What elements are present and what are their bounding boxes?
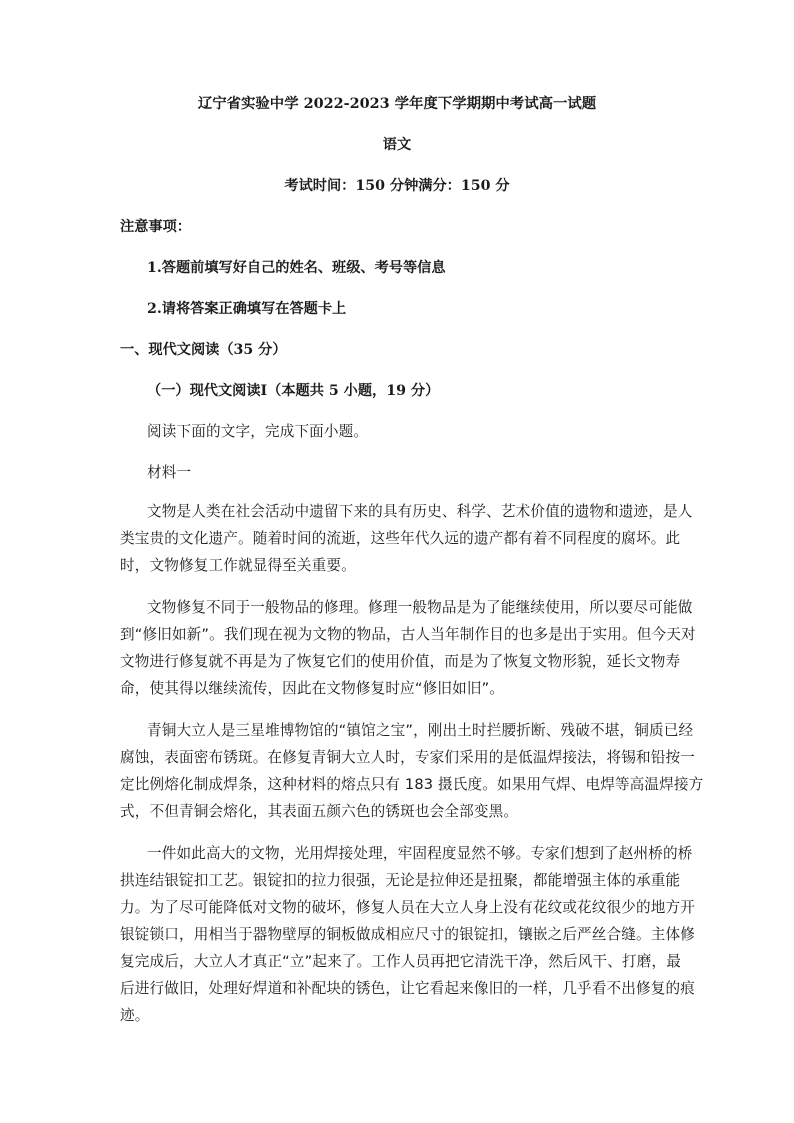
paragraph-1-line-3: 时，文物修复工作就显得至关重要。 xyxy=(120,557,356,574)
paragraph-2-line-2: 到“修旧如新”。我们现在视为文物的物品，古人当年制作目的也多是出于实用。但今天对 xyxy=(120,626,696,643)
paragraph-2-line-1: 文物修复不同于一般物品的修理。修理一般物品是为了能继续使用，所以要尽可能做 xyxy=(147,599,693,616)
paragraph-3-line-1: 青铜大立人是三星堆博物馆的“镇馆之宝”，刚出土时拦腰折断、残破不堪，铜质已经 xyxy=(147,722,694,739)
paragraph-2-line-4: 命，使其得以继续流传，因此在文物修复时应“修旧如旧”。 xyxy=(120,680,505,697)
paragraph-1-line-2: 类宝贵的文化遗产。随着时间的流逝，这些年代久远的遗产都有着不同程度的腐坏。此 xyxy=(120,530,681,547)
paragraph-4-line-3: 力。为了尽可能降低对文物的破坏，修复人员在大立人身上没有花纹或花纹很少的地方开 xyxy=(120,899,696,916)
notice-item-2: 2.请将答案正确填写在答题卡上 xyxy=(147,301,347,317)
paragraph-3-line-4: 式，不但青铜会熔化，其表面五颜六色的锈斑也会全部变黑。 xyxy=(120,803,519,820)
exam-title: 辽宁省实验中学 2022-2023 学年度下学期期中考试高一试题 xyxy=(197,95,597,112)
notice-item-1: 1.答题前填写好自己的姓名、班级、考号等信息 xyxy=(147,260,446,276)
paragraph-2-line-3: 文物进行修复就不再是为了恢复它们的使用价值，而是为了恢复文物形貌，延长文物寿 xyxy=(120,653,681,670)
section-subheading: （一）现代文阅读Ⅰ（本题共 5 小题，19 分） xyxy=(147,383,440,399)
exam-info: 考试时间：150 分钟满分：150 分 xyxy=(284,178,510,194)
paragraph-4-line-2: 拱连结银锭扣工艺。银锭扣的拉力很强，无论是拉伸还是扭聚，都能增强主体的承重能 xyxy=(120,872,681,889)
paragraph-4-line-6: 后进行做旧，处理好焊道和补配块的锈色，让它看起来像旧的一样，几乎看不出修复的痕 xyxy=(120,980,696,997)
paragraph-3-line-3: 定比例熔化制成焊条，这种材料的熔点只有 183 摄氏度。如果用气焊、电焊等高温焊接方 xyxy=(120,776,704,793)
subject-title: 语文 xyxy=(382,137,412,153)
paragraph-4-line-7: 迹。 xyxy=(120,1007,150,1024)
paragraph-4-line-5: 复完成后，大立人才真正“立”起来了。工作人员再把它清洗干净，然后风干、打磨，最 xyxy=(120,953,681,970)
paragraph-1-line-1: 文物是人类在社会活动中遗留下来的具有历史、科学、艺术价值的遗物和遗迹，是人 xyxy=(147,503,693,520)
paragraph-4-line-1: 一件如此高大的文物，光用焊接处理，牢固程度显然不够。专家们想到了赵州桥的桥 xyxy=(147,845,693,862)
notice-heading: 注意事项： xyxy=(120,219,191,235)
section-heading: 一、现代文阅读（35 分） xyxy=(120,342,287,358)
paragraph-3-line-2: 腐蚀，表面密布锈斑。在修复青铜大立人时，专家们采用的是低温焊接法，将锡和铅按一 xyxy=(120,749,696,766)
reading-instruction: 阅读下面的文字，完成下面小题。 xyxy=(147,423,369,440)
paragraph-4-line-4: 银锭锁口，用相当于器物壁厚的铜板做成相应尺寸的银锭扣，镶嵌之后严丝合缝。主体修 xyxy=(120,926,696,943)
material-label: 材料一 xyxy=(147,464,192,481)
